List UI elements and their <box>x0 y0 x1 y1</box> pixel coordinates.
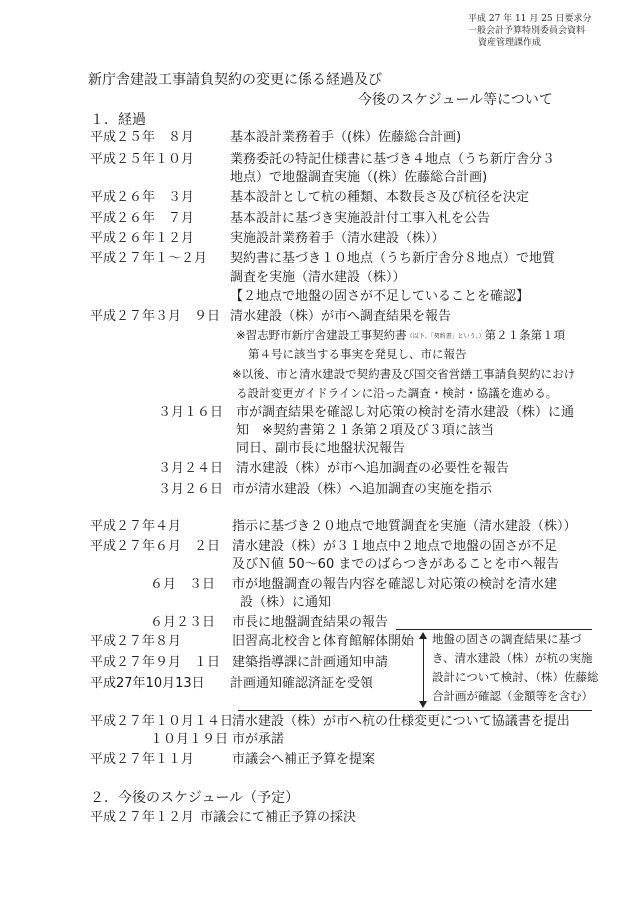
arrow-down-icon <box>419 701 427 708</box>
row-text: 清水建設（株）が市へ追加調査の必要性を報告 <box>236 461 510 476</box>
side-note <box>432 630 599 706</box>
row-text: 実施設計業務着手（清水建設（株）） <box>230 231 445 246</box>
row-date: 平成27年10月13日 <box>90 676 205 691</box>
row-date: 平成２７年１２月 <box>90 810 195 825</box>
row-date: 平成２５年 ８月 <box>90 130 195 145</box>
header-author-line: 資産管理課作成 <box>478 38 542 48</box>
row-date: 平成２６年 ３月 <box>90 190 195 205</box>
note-guideline-cont: る設計変更ガイドラインに沿った調査・検討・協議を進める。 <box>236 386 558 400</box>
title-line-1: 新庁舎建設工事請負契約の変更に係る経過及び <box>88 72 382 88</box>
row-text: 市長に地盤調査結果の報告 <box>232 615 389 630</box>
row-text: 【２地点で地盤の固さが不足していることを確認】 <box>230 289 530 304</box>
side-note-line: 合計画が確認（金額等を含む） <box>432 689 593 703</box>
row-date: ６月２３日 <box>150 615 216 630</box>
row-text: 指示に基づき２０地点で地質調査を実施（清水建設（株）） <box>232 519 577 534</box>
title-line-2: 今後のスケジュール等について <box>358 92 553 108</box>
row-date: 平成２７年１〜２月 <box>90 251 208 266</box>
arrow-up-icon <box>419 632 427 639</box>
row-date: １０月１９日 <box>150 732 229 747</box>
header-date-line: 平成 27 年 11 月 25 日要求分 <box>468 14 592 24</box>
note-contract-ref-cont: 第４号に該当する事実を発見し、市に報告 <box>248 347 467 361</box>
row-text: 業務委託の特記仕様書に基づき４地点（うち新庁舎分３ <box>230 152 556 167</box>
row-date: ６月 ３日 <box>150 577 216 592</box>
side-note-line: 設計について検討、（株）佐藤総 <box>432 670 599 684</box>
row-date: ３月２６日 <box>158 482 224 497</box>
row-text: 清水建設（株）が市へ杭の仕様変更について協議書を提出 <box>232 714 570 729</box>
side-note-line: き、清水建設（株）が杭の実施 <box>432 651 593 665</box>
row-text: 契約書に基づき１０地点（うち新庁舎分８地点）で地質 <box>230 251 556 266</box>
side-note-line: 地盤の固さの調査結果に基づ <box>432 632 582 646</box>
row-text: 市が承諾 <box>232 732 285 747</box>
row-text: 設（株）に通知 <box>240 595 332 610</box>
note-guideline: ※以後、市と清水建設で契約書及び国交省営繕工事請負契約におけ <box>232 367 576 381</box>
row-date: 平成２７年１０月１４日 <box>90 714 234 729</box>
row-text: 同日、副市長に地盤状況報告 <box>236 441 406 456</box>
row-text: 市が清水建設（株）へ追加調査の実施を指示 <box>232 482 493 497</box>
row-text: 市議会にて補正予算の採決 <box>200 810 357 825</box>
row-text: 建築指導課に計画通知申請 <box>232 655 389 670</box>
row-text: 清水建設（株）が３１地点中２地点で地盤の固さが不足 <box>232 539 558 554</box>
row-text: 計画通知確認済証を受領 <box>230 676 374 691</box>
row-text: 市が調査結果を確認し対応策の検討を清水建設（株）に通 <box>236 405 575 420</box>
timeline-bottom-rule <box>238 710 592 711</box>
row-text: 知 ※契約書第２１条第２項及び３項に該当 <box>236 423 494 438</box>
row-text: 市議会へ補正予算を提案 <box>232 752 376 767</box>
bracket-line <box>423 639 424 701</box>
row-text: 基本設計に基づき実施設計付工事入札を公告 <box>230 211 491 226</box>
row-date: 平成２６年 ７月 <box>90 211 195 226</box>
row-text: 清水建設（株）が市へ調査結果を報告 <box>230 309 452 324</box>
row-text: 地点）で地盤調査実施（(株）佐藤総合計画) <box>230 170 488 185</box>
row-date: ３月１６日 <box>158 405 224 420</box>
row-date: 平成２７年３月 ９日 <box>90 309 221 324</box>
note-contract-ref <box>236 327 565 345</box>
row-date: 平成２７年９月 １日 <box>90 655 221 670</box>
row-text: 基本設計として杭の種類、本数長さ及び杭径を決定 <box>230 190 530 205</box>
note-contract-tail: 第２１条第１項 <box>484 328 566 342</box>
note-contract-lead: ※習志野市新庁舎建設工事契約書 <box>236 328 407 342</box>
row-text: 調査を実施（清水建設（株）） <box>230 270 406 285</box>
row-date: 平成２７年８月 <box>90 634 182 649</box>
header-committee-line: 一般会計予算特別委員会資料 <box>468 26 586 36</box>
row-text: 市が地盤調査の報告内容を確認し対応策の検討を清水建 <box>232 577 558 592</box>
section1-heading: １．経過 <box>90 112 146 128</box>
section2-heading: ２．今後のスケジュール（予定） <box>90 790 300 806</box>
row-date: ３月２４日 <box>158 461 224 476</box>
row-date: 平成２７年４月 <box>90 519 182 534</box>
note-contract-small: （以下、「契約書」という。） <box>406 333 485 340</box>
row-date: 平成２６年１２月 <box>90 231 195 246</box>
row-text: 基本設計業務着手（(株）佐藤総合計画) <box>230 130 462 145</box>
row-text: 及びＮ値 50〜60 までのばらつきがあることを市へ報告 <box>232 557 560 572</box>
row-date: 平成２７年６月 ２日 <box>90 539 221 554</box>
row-date: 平成２５年１０月 <box>90 152 195 167</box>
row-text: 旧習高北校舎と体育館解体開始 <box>232 634 415 649</box>
row-date: 平成２７年１１月 <box>90 752 195 767</box>
